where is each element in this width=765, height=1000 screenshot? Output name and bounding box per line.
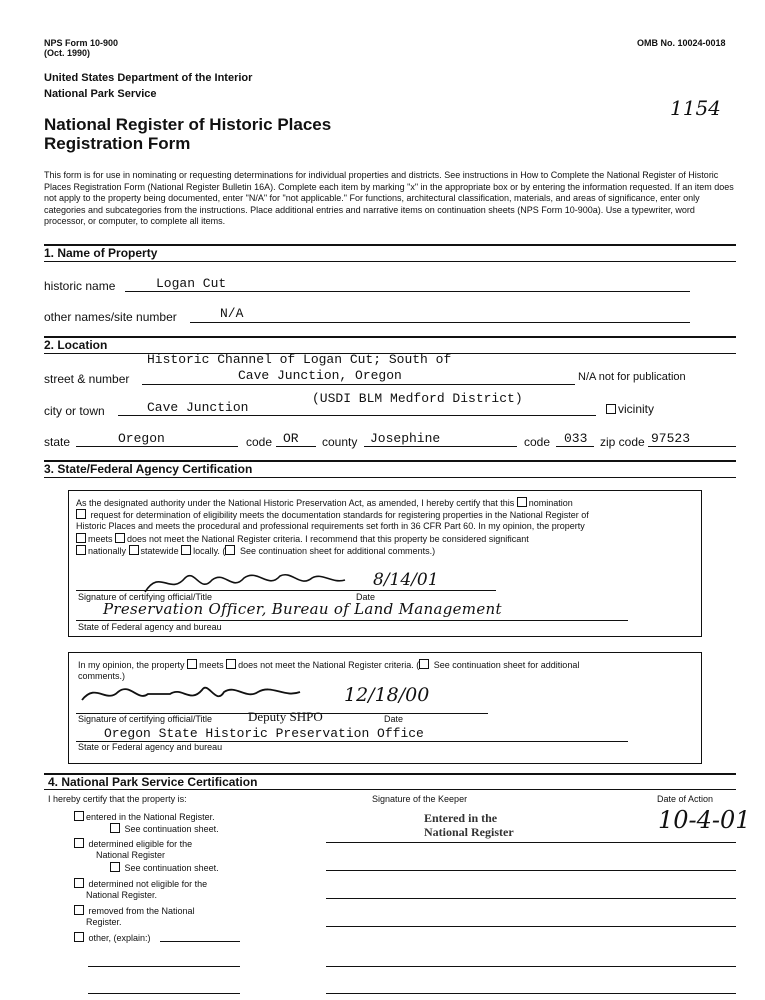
county-code-label: code [524,435,551,449]
keeper-line [326,842,736,843]
field-line [125,291,690,292]
opinion-continuation-label: See continuation sheet for additional [433,660,580,670]
does-not-meet-checkbox[interactable] [115,533,125,543]
zip-field[interactable]: 97523 [651,431,691,446]
county-label: county [322,435,358,449]
section-4-heading: 4. National Park Service Certification [48,775,258,789]
state-label: state [44,435,71,449]
other-names-field[interactable]: N/A [220,306,244,321]
agency-2-field[interactable]: Oregon State Historic Preservation Office [104,726,424,741]
date-1-label: Date [356,592,376,602]
section-2-heading: 2. Location [44,338,108,352]
other-line [88,993,240,994]
keeper-line [326,926,736,927]
street-field-line1[interactable]: Historic Channel of Logan Cut; South of [147,352,452,367]
vicinity-checkbox[interactable] [606,402,654,416]
section-rule [44,789,736,790]
not-for-publication-label: not for publication [598,371,686,383]
entered-option[interactable] [74,811,215,823]
section-rule [44,336,736,338]
keeper-line [326,966,736,967]
district-note: (USDI BLM Medford District) [312,391,523,406]
not-eligible-label: determined not eligible for the [88,879,208,889]
eligible-label: determined eligible for the [88,839,193,849]
opinion-continuation-checkbox[interactable] [419,659,429,669]
entered-label: entered in the National Register. [86,812,215,822]
signature-1-date: 8/14/01 [373,570,439,590]
street-label: street & number [44,372,130,386]
certify-text: I hereby certify that the property is: [48,794,187,804]
stamp-line-2: National Register [424,825,514,839]
city-label: city or town [44,404,105,418]
opinion-text: In my opinion, the property [78,660,185,670]
service: National Park Service [44,88,157,100]
opinion-not-meet-checkbox[interactable] [226,659,236,669]
opinion-meets-checkbox[interactable] [187,659,197,669]
field-line [142,384,575,385]
entered-stamp [424,811,514,839]
keeper-line [326,898,736,899]
nationally-label: nationally [88,546,127,556]
entered-continuation-label: See continuation sheet. [124,824,219,834]
handwritten-number: 1154 [670,96,721,120]
agency-2-label: State or Federal agency and bureau [78,742,223,752]
not-eligible-label-2: National Register. [86,890,158,900]
keeper-label: Signature of the Keeper [372,794,468,804]
statewide-label: statewide [140,546,179,556]
entered-checkbox[interactable] [74,811,84,821]
signature-2-title: Deputy SHPO [248,709,323,724]
continuation-checkbox[interactable] [225,545,235,555]
continuation-label: See continuation sheet for additional comments.) [239,546,436,556]
eligible-checkbox[interactable] [74,838,84,848]
state-field[interactable]: Oregon [118,431,165,446]
eligible-option[interactable] [74,838,192,850]
cert-text-2: request for determination of eligibility meets the documentation standards for registering properties in the National Register of [90,510,589,520]
nomination-checkbox[interactable] [517,497,527,507]
cert-line-4 [76,533,529,545]
meets-label: meets [88,534,113,544]
nationally-checkbox[interactable] [76,545,86,555]
meets-checkbox[interactable] [76,533,86,543]
keeper-line [326,993,736,994]
field-line [118,415,596,416]
state-code-field[interactable]: OR [283,431,299,446]
locally-checkbox[interactable] [181,545,191,555]
agency-1-label: State of Federal agency and bureau [78,622,222,632]
county-code-field[interactable]: 033 [564,431,588,446]
does-not-meet-label: does not meet the National Register criteria. I recommend that this property be considered significant [127,534,529,544]
nomination-label: nomination [528,498,573,508]
historic-name-field[interactable]: Logan Cut [156,276,227,291]
signature-2-date: 12/18/00 [344,684,430,706]
opinion-line-2: comments.) [78,671,126,681]
keeper-line [326,870,736,871]
cert-line-2 [76,509,589,521]
section-1-heading: 1. Name of Property [44,246,158,260]
field-line [276,446,316,447]
agency-line [76,620,628,621]
entered-continuation-checkbox[interactable] [110,823,120,833]
signature-line [76,590,496,591]
form-number: NPS Form 10-900 [44,38,119,48]
other-option[interactable] [74,932,151,944]
entered-continuation[interactable] [110,823,219,835]
field-line [556,446,594,447]
signature-1-label: Signature of certifying official/Title [78,592,213,602]
field-line [190,322,690,323]
removed-option[interactable] [74,905,195,917]
instructions: This form is for use in nominating or requesting determinations for individual properties and districts. See instructions in How to Complete the National Register of Historic Places Registration Form (National Register Bulletin 16A). Complete each item by marking "x" in the appropriate box or by entering the information requested. If an item does not apply to the property being documented, enter "N/A" for "not applicable." For functions, architectural classification, materials, and areas of significance, enter only categories and subcategories from the instructions. Place additional entries and narrative items on continuation sheets (NPS Form 10-900a). Use a typewriter, word processor, or computer, to complete all items. [44,170,734,226]
field-line [364,446,517,447]
removed-label-2: Register. [86,917,122,927]
opinion-meets-label: meets [199,660,224,670]
not-for-publication-checkbox[interactable] [578,371,686,383]
county-field[interactable]: Josephine [370,431,441,446]
omb-number: OMB No. 10024-0018 [637,38,726,48]
form-date: (Oct. 1990) [44,48,91,58]
request-checkbox[interactable] [76,509,86,519]
removed-label: removed from the National [88,906,195,916]
other-checkbox[interactable] [74,932,84,942]
removed-checkbox[interactable] [74,905,84,915]
section-rule [44,477,736,478]
other-names-label: other names/site number [44,310,177,324]
form-title: National Register of Historic Places [44,115,332,134]
stamp-line-1: Entered in the [424,811,498,825]
statewide-checkbox[interactable] [129,545,139,555]
opinion-not-meet-label: does not meet the National Register criteria. ( [238,660,420,670]
other-label: other, (explain:) [88,933,151,943]
field-line [76,446,238,447]
cert-text-1: As the designated authority under the National Historic Preservation Act, as amended, I hereby certify that this [76,498,515,508]
cert-line-3: Historic Places and meets the procedural and professional requirements set forth in 36 CFR Part 60. In my opinion, the property [76,521,585,531]
eligible-label-2: National Register [96,850,166,860]
eligible-continuation-label: See continuation sheet. [124,863,219,873]
vicinity-box[interactable] [606,404,616,414]
locally-label: locally. ( [193,546,226,556]
street-field-line2[interactable]: Cave Junction, Oregon [238,368,402,383]
opinion-line-1 [78,659,579,671]
eligible-continuation-checkbox[interactable] [110,862,120,872]
form-subtitle: Registration Form [44,134,191,153]
department: United States Department of the Interior [44,72,253,84]
eligible-continuation[interactable] [110,862,219,874]
state-code-label: code [246,435,273,449]
not-for-publication-prefix: N/A [578,371,596,383]
agency-1-handwritten: Preservation Officer, Bureau of Land Management [103,600,502,618]
other-line [88,966,240,967]
section-3-heading: 3. State/Federal Agency Certification [44,462,253,476]
cert-line-5 [76,545,435,557]
not-eligible-option[interactable] [74,878,207,890]
section-rule [44,261,736,262]
cert-line-1 [76,497,573,509]
other-line [160,941,240,942]
not-eligible-checkbox[interactable] [74,878,84,888]
signature-2-label: Signature of certifying official/Title [78,714,213,724]
field-line [648,446,736,447]
historic-name-label: historic name [44,279,116,293]
signature-2-image [78,676,318,712]
action-date-label: Date of Action [657,794,714,804]
date-2-label: Date [384,714,404,724]
city-field[interactable]: Cave Junction [147,400,249,415]
action-date-handwritten: 10-4-01 [658,806,751,834]
vicinity-label: vicinity [618,402,655,416]
zip-label: zip code [600,435,645,449]
